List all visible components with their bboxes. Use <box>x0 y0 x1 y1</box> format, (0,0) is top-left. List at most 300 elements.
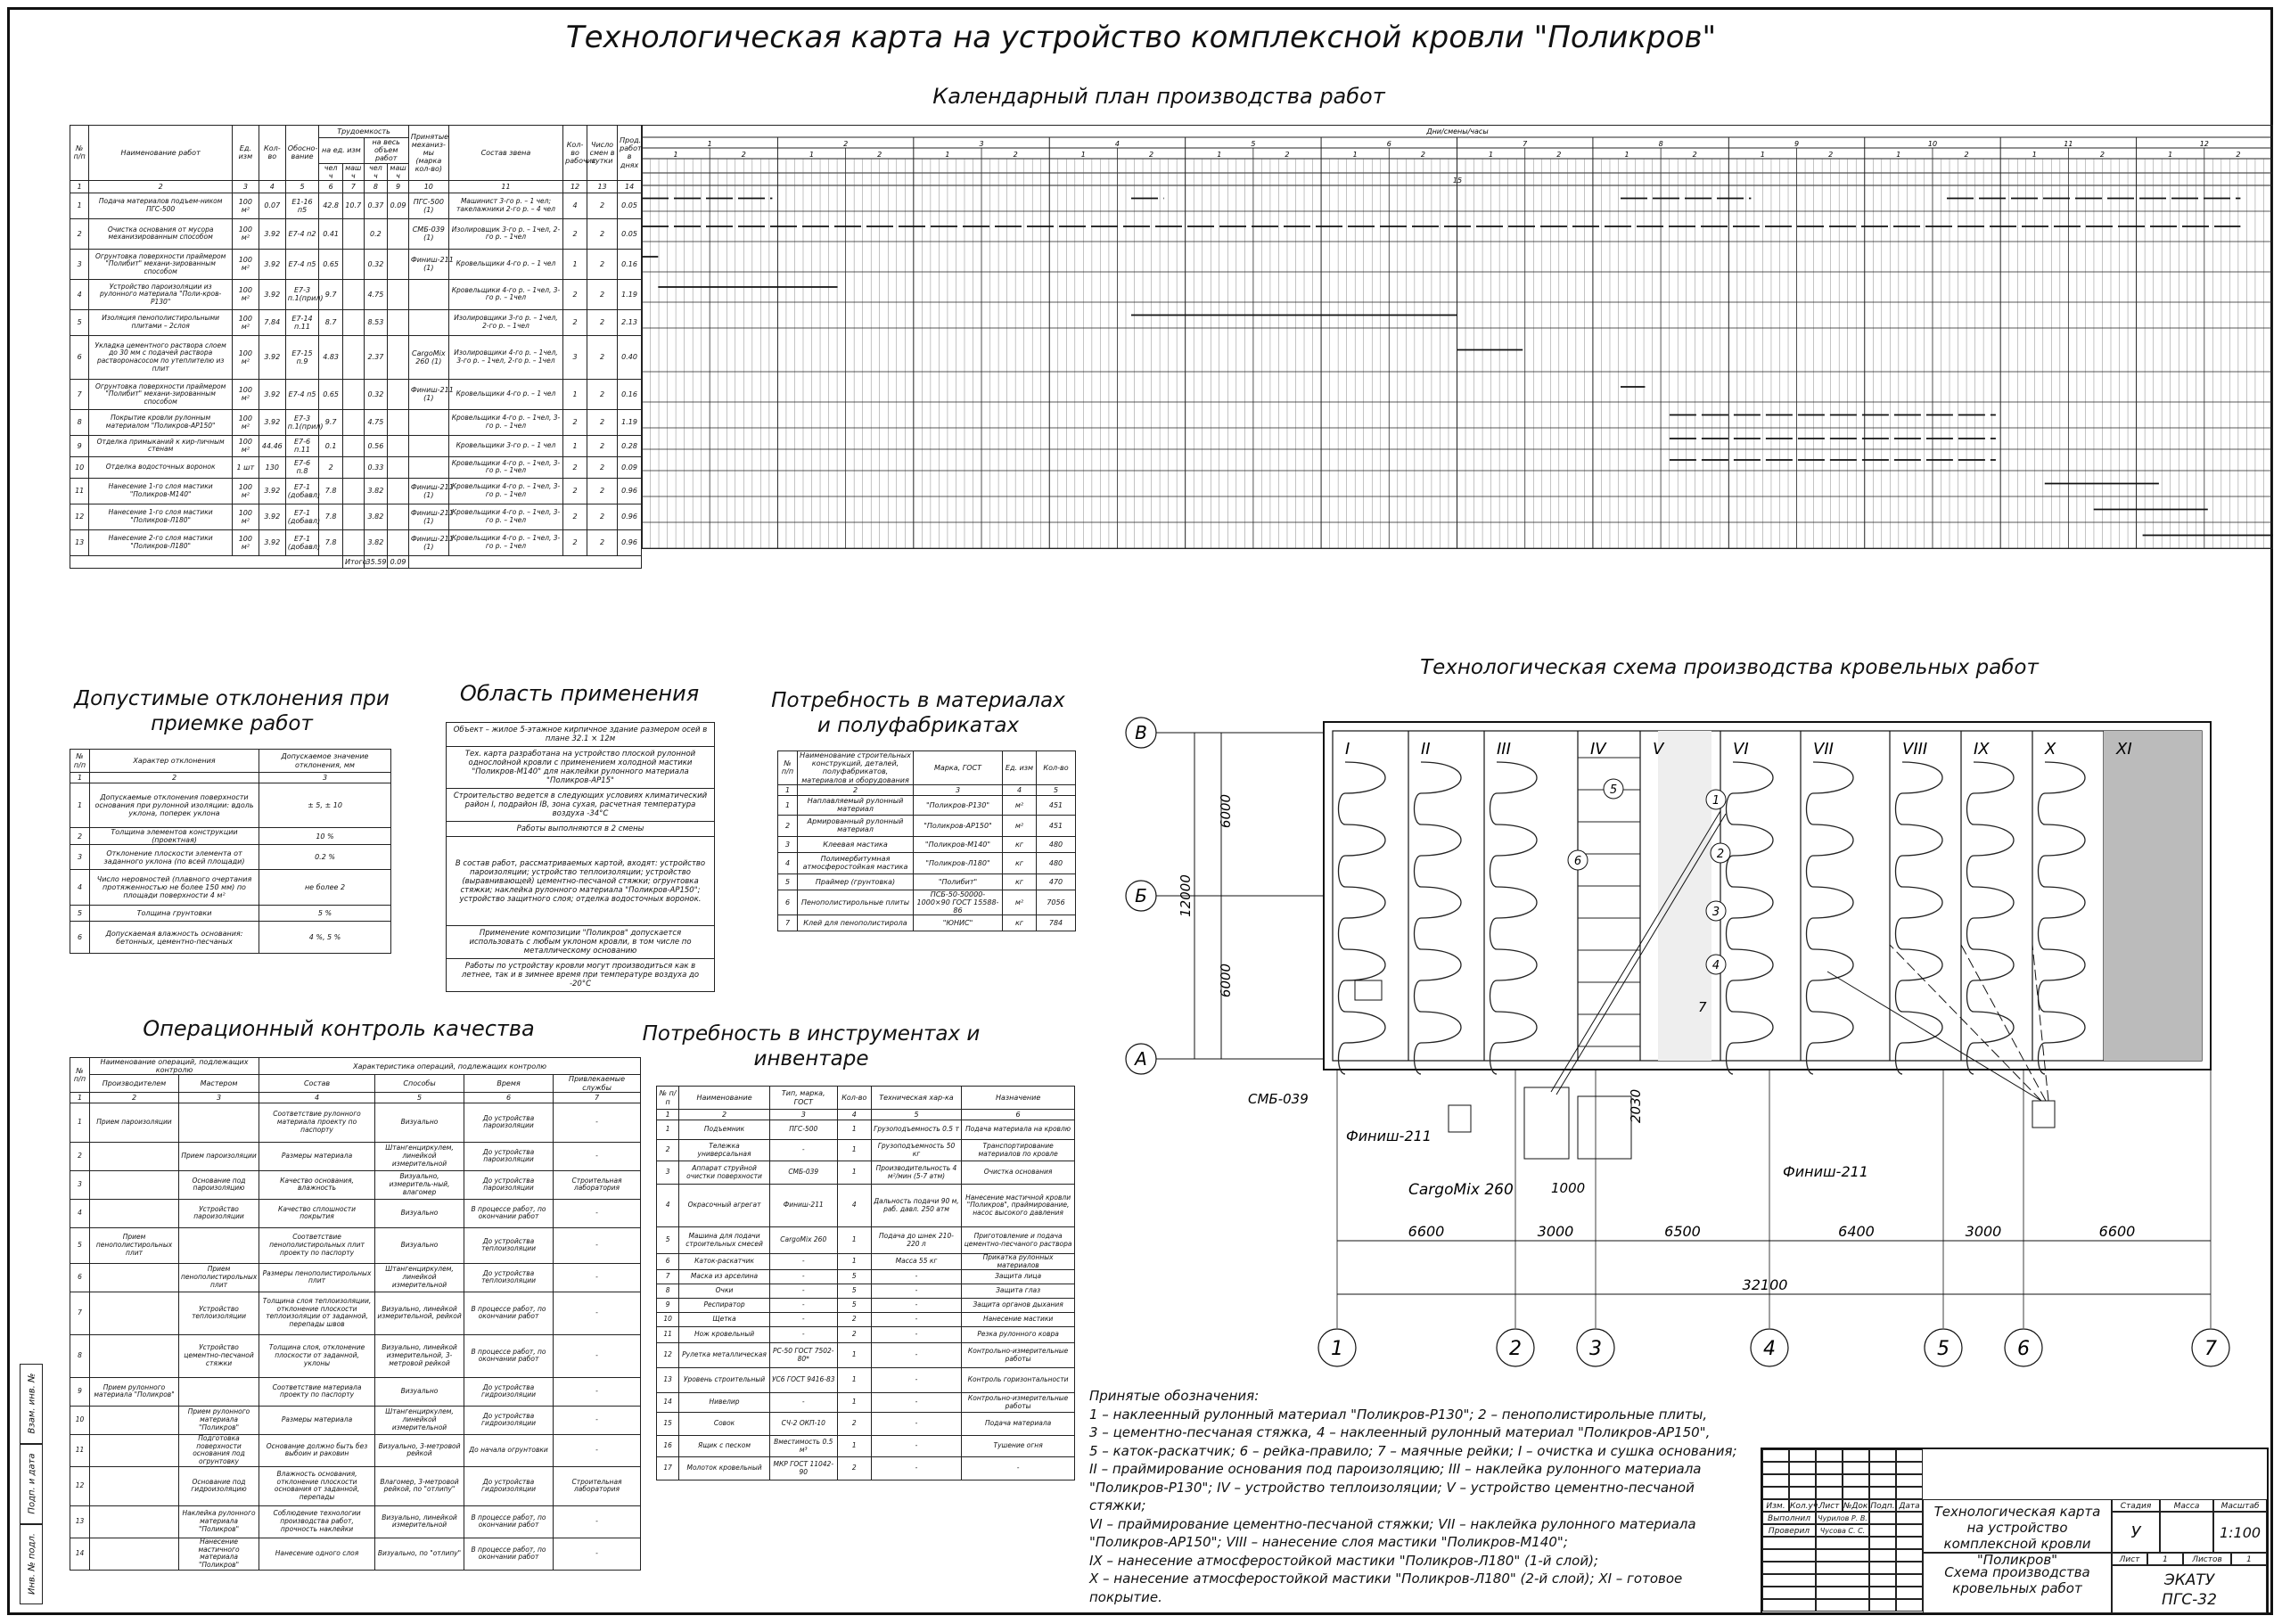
table-cell: - <box>554 1334 641 1377</box>
table-cell: 0.1 <box>319 435 343 456</box>
shift-number: 2 <box>1013 151 1018 159</box>
column-number: 3 <box>259 773 391 783</box>
table-row <box>657 1413 1075 1436</box>
table-cell: 3.92 <box>259 478 285 504</box>
stamp-cell <box>1896 1562 1923 1574</box>
header-cell: Кол-во рабочих <box>563 126 587 181</box>
table-cell: - <box>871 1313 961 1327</box>
table-cell: Визуально, линейкой измерительной, рейкой <box>375 1292 464 1334</box>
stamp-cell <box>1896 1587 1923 1599</box>
table-cell: Пенополистирольные плиты <box>798 890 914 915</box>
table-cell: 13 <box>70 529 89 555</box>
table-cell <box>388 435 409 456</box>
stamp-scale: 1:100 <box>2213 1512 2267 1553</box>
table-cell: Размеры пенополистирольных плит <box>259 1263 375 1292</box>
table-cell: 0.2 <box>364 218 388 249</box>
table-cell: 9 <box>657 1299 679 1313</box>
side-label <box>20 1364 43 1444</box>
table-row <box>70 1170 641 1199</box>
table-cell: - <box>554 1227 641 1263</box>
table-cell: 10 <box>70 456 89 478</box>
table-cell: Вместимость 0.5 м³ <box>769 1436 837 1457</box>
stamp-label: Масштаб <box>2213 1499 2267 1512</box>
stamp-name: Чусова С. С. <box>1816 1524 1869 1537</box>
table-cell: Финиш-211 (1) <box>408 529 448 555</box>
work-path <box>1490 762 1538 1074</box>
stamp-label: Стадия <box>2112 1499 2160 1512</box>
table-cell: Полимербитумная атмосферостойкая мастика <box>798 852 914 874</box>
scope-paragraph: Тех. карта разработана на устройство плоской рулонной однослойной кровли с применением холодной мастики "Поликров-М140" для наклейки рулонного материала "Поликров-АР15" <box>447 747 714 789</box>
table-cell: 4 <box>563 193 587 218</box>
table-cell: Окрасочный агрегат <box>679 1185 769 1227</box>
header-cell: Принятые механиз-мы (марка кол-во) <box>408 126 448 181</box>
table-cell: Подача материала <box>962 1413 1075 1436</box>
table-cell: 0.2 % <box>259 845 391 870</box>
table-cell: 2 <box>587 504 617 529</box>
table-cell: 2 <box>587 435 617 456</box>
table-row <box>657 1327 1075 1343</box>
table-cell: Толщина грунтовки <box>90 906 259 922</box>
table-row <box>70 1334 641 1377</box>
table-cell <box>408 279 448 309</box>
table-cell: 3.92 <box>259 379 285 409</box>
table-cell: Производительность 4 м²/мин (5-7 атм) <box>871 1161 961 1185</box>
column-number: 1 <box>778 784 798 795</box>
header-cell: маш ч <box>388 163 409 180</box>
table-row <box>657 1270 1075 1284</box>
work-name: Нанесение 2-го слоя мастики "Поликров-Л180" <box>89 529 233 555</box>
calendar-table <box>70 125 642 569</box>
stamp-cell <box>1762 1574 1816 1587</box>
column-number: 2 <box>679 1110 769 1120</box>
day-number: 9 <box>1794 140 1800 148</box>
table-cell: Наклейка рулонного материала "Поликров" <box>179 1505 259 1538</box>
table-cell <box>388 218 409 249</box>
table-cell: 2 <box>70 828 90 845</box>
table-row <box>70 783 391 828</box>
table-cell: Влагомер, 3-метровой рейкой, по "отлипу" <box>375 1466 464 1505</box>
table-cell <box>388 249 409 279</box>
table-cell: 0.65 <box>319 379 343 409</box>
table-cell: 0.37 <box>364 193 388 218</box>
shift-number: 2 <box>1149 151 1154 159</box>
header-cell: Ед. изм <box>1003 751 1037 785</box>
table-cell: Прикатка рулонных материалов <box>962 1254 1075 1270</box>
stamp-cell <box>1816 1537 1869 1549</box>
table-cell: 480 <box>1037 852 1076 874</box>
table-cell: 7 <box>657 1270 679 1284</box>
table-cell: Защита органов дыхания <box>962 1299 1075 1313</box>
tools-heading: Потребность в инструментах и инвентаре <box>642 1022 981 1070</box>
work-name: Изоляция пенополистирольными плитами – 2слоя <box>89 309 233 335</box>
dim-label: 6600 <box>2098 1223 2136 1240</box>
table-cell: 0.09 <box>618 456 642 478</box>
stamp-cell <box>1789 1487 1816 1499</box>
table-cell: 0.41 <box>319 218 343 249</box>
work-name: Огрунтовка поверхности праймером "Полибит" механи-зированным способом <box>89 249 233 279</box>
table-cell: 4 <box>70 279 89 309</box>
table-cell: Штангенциркулем, линейкой измерительной <box>375 1406 464 1434</box>
table-row <box>70 1263 641 1292</box>
table-cell <box>342 478 364 504</box>
table-cell <box>90 1263 179 1292</box>
table-cell: 6 <box>657 1254 679 1270</box>
table-cell: 7056 <box>1037 890 1076 915</box>
table-cell: 6 <box>70 922 90 954</box>
work-name: Отделка водосточных воронок <box>89 456 233 478</box>
axis-label: 4 <box>1763 1338 1776 1360</box>
stamp-cell <box>1869 1524 1896 1537</box>
table-cell: Кровельщики 4-го р. – 1чел, 3-го р. – 1чел <box>448 529 562 555</box>
day-number: 8 <box>1658 140 1663 148</box>
table-cell <box>90 1292 179 1334</box>
header-cell: Назначение <box>962 1087 1075 1110</box>
table-cell: 100 м² <box>232 504 259 529</box>
stamp-cell <box>1816 1474 1843 1487</box>
table-cell: 4.75 <box>364 409 388 435</box>
stamp-cell <box>1869 1474 1896 1487</box>
table-cell: 3 <box>778 836 798 852</box>
table-cell: 7.84 <box>259 309 285 335</box>
table-cell: 0.56 <box>364 435 388 456</box>
table-cell: 0.33 <box>364 456 388 478</box>
table-cell: 1.19 <box>618 279 642 309</box>
column-number: 13 <box>587 180 617 193</box>
table-cell: РС-50 ГОСТ 7502-80* <box>769 1343 837 1368</box>
stamp-cell <box>1896 1449 1923 1462</box>
days-label: Дни/смены/часы <box>1426 127 1489 135</box>
table-cell: - <box>769 1284 837 1299</box>
table-cell: Визуально, линейкой измерительной <box>375 1505 464 1538</box>
column-number: 6 <box>962 1110 1075 1120</box>
table-row <box>70 1406 641 1434</box>
stamp-cell <box>1762 1562 1816 1574</box>
table-cell: 14 <box>657 1393 679 1413</box>
stamp-cell <box>1843 1474 1869 1487</box>
table-cell: 2 <box>563 309 587 335</box>
table-cell: 2 <box>837 1413 871 1436</box>
table-cell <box>388 456 409 478</box>
header-cell: № п/п <box>70 1058 90 1093</box>
table-row <box>70 1103 641 1142</box>
legend <box>1089 1387 1749 1606</box>
dim-label: 3000 <box>1537 1223 1574 1240</box>
table-cell: Финиш-211 (1) <box>408 249 448 279</box>
header-cell: маш ч <box>342 163 364 180</box>
table-cell: Контроль горизонтальности <box>962 1368 1075 1393</box>
table-cell: - <box>871 1284 961 1299</box>
dim-label: 12000 <box>1178 874 1194 917</box>
table-cell: Качество сплошности покрытия <box>259 1199 375 1227</box>
table-cell: Тушение огня <box>962 1436 1075 1457</box>
table-row <box>778 815 1076 836</box>
column-number: 7 <box>342 180 364 193</box>
table-cell: Дальность подачи 90 м, раб. давл. 250 атм <box>871 1185 961 1227</box>
table-cell: 1.19 <box>618 409 642 435</box>
table-cell: - <box>554 1142 641 1170</box>
table-cell: 100 м² <box>232 279 259 309</box>
stamp-cell <box>1869 1487 1896 1499</box>
table-row <box>657 1457 1075 1480</box>
table-cell <box>408 555 641 568</box>
stamp-name: Чурилов Р. В. <box>1816 1512 1869 1524</box>
shift-number: 2 <box>1285 151 1290 159</box>
zone-label: IV <box>1590 740 1606 759</box>
table-cell: 2 <box>837 1327 871 1343</box>
table-cell <box>408 456 448 478</box>
work-path <box>1415 762 1462 1074</box>
tolerances-heading: Допустимые отклонения при приемке работ <box>74 687 390 735</box>
table-cell: Толщина слоя теплоизоляции, отклонение плоскости теплоизоляции от заданной, перепады швов <box>259 1292 375 1334</box>
table-cell: 5 <box>778 874 798 890</box>
callout-label: 1 <box>1712 794 1720 808</box>
table-cell: 1 <box>563 435 587 456</box>
stamp-cell <box>1762 1587 1816 1599</box>
table-cell: 3 <box>657 1161 679 1185</box>
table-cell: Финиш-211 (1) <box>408 478 448 504</box>
table-cell: 451 <box>1037 815 1076 836</box>
table-cell <box>90 1334 179 1377</box>
stamp-org-name: ЭКАТУ <box>2163 1571 2215 1589</box>
work-path <box>1339 762 1386 1074</box>
table-cell: Ящик с песком <box>679 1436 769 1457</box>
table-cell: 4 <box>657 1185 679 1227</box>
table-cell: Очистка основания <box>962 1161 1075 1185</box>
table-cell: 11 <box>70 1434 90 1466</box>
table-cell: Финиш-211 (1) <box>408 504 448 529</box>
table-cell <box>342 435 364 456</box>
table-cell: Е7-4 п5 <box>285 379 318 409</box>
table-cell: 4 <box>837 1185 871 1227</box>
table-cell <box>90 1199 179 1227</box>
zone-label: IX <box>1974 740 1990 759</box>
table-cell: Визуально, 3-метровой рейкой <box>375 1434 464 1466</box>
table-cell: 9.7 <box>319 279 343 309</box>
table-cell <box>70 555 343 568</box>
table-cell: - <box>554 1538 641 1570</box>
table-cell: 3 <box>70 845 90 870</box>
table-cell: Отклонение плоскости элемента от заданного уклона (по всей площади) <box>90 845 259 870</box>
table-row <box>70 1142 641 1170</box>
table-cell <box>388 379 409 409</box>
table-cell: Визуально, измеритель-ный, влагомер <box>375 1170 464 1199</box>
column-number: 3 <box>179 1092 259 1103</box>
table-cell: Подъемник <box>679 1120 769 1140</box>
table-row <box>70 456 642 478</box>
shift-number: 1 <box>1352 151 1358 159</box>
table-cell <box>179 1227 259 1263</box>
legend-line: 3 – цементно-песчаная стяжка, 4 – наклеенный рулонный материал "Поликров-АР150", <box>1089 1424 1711 1440</box>
side-label-text: Подп. и дата <box>27 1453 37 1514</box>
materials-heading: Потребность в материалах и полуфабрикатах <box>771 689 1065 737</box>
table-cell <box>179 1103 259 1142</box>
table-cell: 451 <box>1037 795 1076 815</box>
table-cell <box>90 1170 179 1199</box>
column-number: 5 <box>375 1092 464 1103</box>
table-cell: Рулетка металлическая <box>679 1343 769 1368</box>
table-cell: Кровельщики 4-го р. – 1 чел <box>448 379 562 409</box>
work-name: Подача материалов подъем-ником ПГС-500 <box>89 193 233 218</box>
column-number: 12 <box>563 180 587 193</box>
table-cell: Устройство пароизоляции <box>179 1199 259 1227</box>
shift-number: 2 <box>1964 151 1969 159</box>
stamp-cell <box>1816 1549 1869 1562</box>
column-number: 2 <box>90 1092 179 1103</box>
table-row <box>778 852 1076 874</box>
header-cell: Трудоемкость <box>319 126 409 138</box>
header-cell: Ед. изм <box>232 126 259 181</box>
quality-heading: Операционный контроль качества <box>143 1016 535 1041</box>
stamp-header: Подп. <box>1869 1499 1896 1512</box>
table-cell: 130 <box>259 456 285 478</box>
table-cell: 100 м² <box>232 249 259 279</box>
stamp-label: Листов <box>2183 1553 2231 1565</box>
stamp-org <box>2112 1565 2267 1613</box>
work-name: Укладка цементного раствора слоем до 30 мм с подачей раствора растворонасосом по утеплителю из плит <box>89 335 233 379</box>
table-row <box>657 1185 1075 1227</box>
table-cell: 5 <box>70 309 89 335</box>
table-cell: Маска из арселина <box>679 1270 769 1284</box>
table-cell: Устройство теплоизоляции <box>179 1292 259 1334</box>
table-cell: - <box>554 1292 641 1334</box>
table-cell: Влажность основания, отклонение плоскости основания от заданной, перепады <box>259 1466 375 1505</box>
table-cell: 2 <box>587 478 617 504</box>
table-cell: 1 <box>778 795 798 815</box>
table-cell: 7 <box>70 379 89 409</box>
table-cell: 14 <box>70 1538 90 1570</box>
table-cell: Контрольно-измерительные работы <box>962 1393 1075 1413</box>
table-cell: 100 м² <box>232 193 259 218</box>
table-cell: Качество основания, влажность <box>259 1170 375 1199</box>
column-number: 2 <box>89 180 233 193</box>
table-row <box>70 379 642 409</box>
table-cell: Кровельщики 4-го р. – 1 чел <box>448 249 562 279</box>
legend-line: IX – нанесение атмосферостойкой мастики "Поликров-Л180" (1-й слой); <box>1089 1552 1598 1569</box>
header-cell: Характер отклонения <box>90 750 259 773</box>
callout-label: 7 <box>1698 999 1707 1015</box>
table-cell: не более 2 <box>259 870 391 906</box>
table-cell: Очки <box>679 1284 769 1299</box>
side-label-text: Инв. № подл. <box>27 1533 37 1595</box>
table-cell: 3.92 <box>259 249 285 279</box>
table-cell: Изолировщики 4-го р. – 1чел, 3-го р. – 1чел, 2-го р. – 1чел <box>448 335 562 379</box>
table-cell: - <box>769 1140 837 1161</box>
table-cell: Совок <box>679 1413 769 1436</box>
table-row <box>70 504 642 529</box>
stamp-header: №Док. <box>1843 1499 1869 1512</box>
header-cell: Характеристика операций, подлежащих контролю <box>259 1058 641 1075</box>
table-cell: Толщина слоя, отклонение плоскости от заданной, уклоны <box>259 1334 375 1377</box>
table-row <box>70 1227 641 1263</box>
table-cell: Е7-6 п.8 <box>285 456 318 478</box>
header-cell: № п/п <box>778 751 798 785</box>
table-row <box>778 890 1076 915</box>
table-cell: ПСБ-50-50000-1000×90 ГОСТ 15588-86 <box>914 890 1003 915</box>
table-row <box>778 915 1076 931</box>
calendar-heading: Календарный план производства работ <box>932 84 1385 109</box>
stamp-sheet-no: 1 <box>2147 1553 2183 1565</box>
column-number: 8 <box>364 180 388 193</box>
table-cell: - <box>871 1270 961 1284</box>
stamp-cell <box>1869 1574 1896 1587</box>
table-cell: Праймер (грунтовка) <box>798 874 914 890</box>
table-cell: Основание под пароизоляцию <box>179 1170 259 1199</box>
table-row <box>657 1284 1075 1299</box>
day-number: 10 <box>1927 140 1938 148</box>
table-cell: 0.28 <box>618 435 642 456</box>
table-cell: 3.82 <box>364 529 388 555</box>
table-cell: 1 <box>70 783 90 828</box>
table-cell: Подача до шнек 210-220 л <box>871 1227 961 1254</box>
table-cell: - <box>554 1377 641 1406</box>
header-cell: Кол-во <box>837 1087 871 1110</box>
table-cell: 2 <box>587 249 617 279</box>
table-cell: 0.09 <box>388 193 409 218</box>
table-cell: Допускаемая влажность основания: бетонных, цементно-песчаных <box>90 922 259 954</box>
table-cell <box>342 504 364 529</box>
table-cell: Клей для пенополистирола <box>798 915 914 931</box>
table-cell: 11 <box>70 478 89 504</box>
tools-table <box>656 1086 1075 1480</box>
scope-paragraph: В состав работ, рассматриваемых картой, входят: устройство пароизоляции; устройство теплоизоляции; устройство (выравнивающей) цементно-песчаной стяжки; огрунтовка стяжки; наклейка рулонного материала "Поликров-АР150"; устройство защитного слоя; отделка водосточных воронок. <box>447 837 714 926</box>
stamp-cell <box>1816 1449 1843 1462</box>
table-cell: 3.92 <box>259 218 285 249</box>
stamp-label: Лист <box>2112 1553 2147 1565</box>
table-cell: 3.92 <box>259 504 285 529</box>
table-cell: - <box>769 1270 837 1284</box>
callout-label: 3 <box>1712 906 1720 919</box>
table-cell: 1 шт <box>232 456 259 478</box>
table-cell: Прием пароизоляции <box>179 1142 259 1170</box>
table-cell: Кровельщики 4-го р. – 1чел, 3-го р. – 1чел <box>448 456 562 478</box>
side-label-text: Взам. инв. № <box>27 1373 37 1434</box>
header-cell: Наименование <box>679 1087 769 1110</box>
table-cell: 1 <box>837 1393 871 1413</box>
table-cell: Соответствие рулонного материала проекту по паспорту <box>259 1103 375 1142</box>
table-cell: 6 <box>70 1263 90 1292</box>
table-cell: Е7-3 п.1(прил) <box>285 279 318 309</box>
table-cell: 0.96 <box>618 504 642 529</box>
table-cell: 1 <box>837 1161 871 1185</box>
stamp-header: Кол.уч. <box>1789 1499 1816 1512</box>
stamp-code: ПГС-32 <box>2162 1591 2217 1609</box>
table-cell: Штангенциркулем, линейкой измерительной <box>375 1263 464 1292</box>
table-cell: Подготовка поверхности основания под огрунтовку <box>179 1434 259 1466</box>
table-cell: Машинист 3-го р. – 1 чел; такелажники 2-го р. – 4 чел <box>448 193 562 218</box>
scope-paragraph: Работы выполняются в 2 смены <box>447 822 714 837</box>
table-cell: 3 <box>70 249 89 279</box>
work-name: Очистка основания от мусора механизированным способом <box>89 218 233 249</box>
table-cell <box>408 409 448 435</box>
table-cell: Прием рулонного материала "Поликров" <box>179 1406 259 1434</box>
dim-label: 6400 <box>1838 1223 1875 1240</box>
legend-line: 1 – наклеенный рулонный материал "Поликров-Р130"; 2 – пенополистирольные плиты, <box>1089 1406 1708 1423</box>
table-cell: 2 <box>587 218 617 249</box>
materials-table <box>777 750 1076 931</box>
column-number: 2 <box>90 773 259 783</box>
table-cell: Тележка универсальная <box>679 1140 769 1161</box>
stamp-cell <box>1816 1599 1869 1612</box>
table-cell: 2 <box>837 1313 871 1327</box>
shift-number: 2 <box>741 151 746 159</box>
column-number: 9 <box>388 180 409 193</box>
header-cell: на весь объем работ <box>364 138 408 164</box>
table-cell: - <box>871 1436 961 1457</box>
table-cell <box>90 1142 179 1170</box>
column-number: 5 <box>1037 784 1076 795</box>
table-cell: 11 <box>657 1327 679 1343</box>
table-cell: Контрольно-измерительные работы <box>962 1343 1075 1368</box>
